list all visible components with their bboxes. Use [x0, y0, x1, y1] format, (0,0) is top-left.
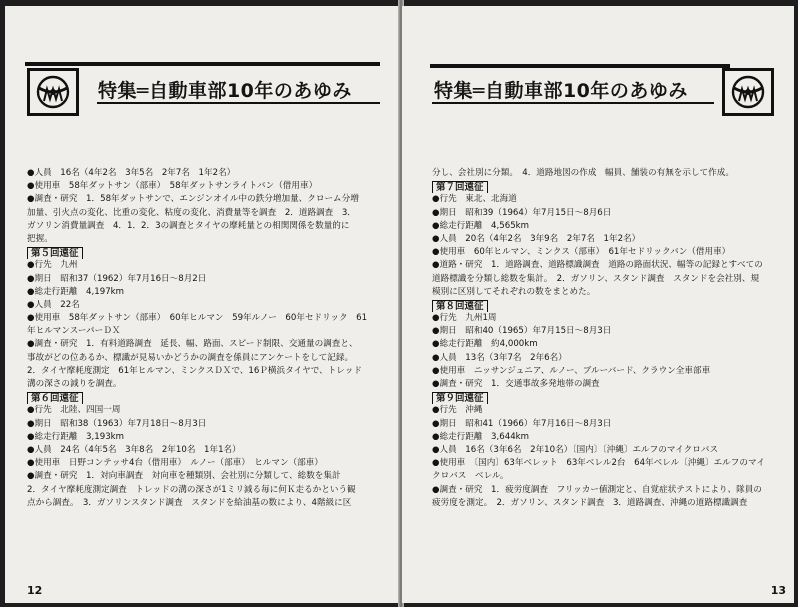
text-line: クロバス ベレル。: [432, 471, 509, 482]
top-rule: [25, 62, 380, 66]
page-number: 13: [770, 584, 786, 597]
text-line: 加量、引火点の変化、比重の変化、粘度の変化、消費量等を調査 2．道路調査 3．: [27, 207, 356, 218]
text-line: 点から調査。 3．ガソリンスタンド調査 スタンドを給油基の数により、4階級に区: [27, 497, 352, 508]
page-number: 12: [27, 584, 43, 597]
section-heading-trip-6: 第６回遠征: [27, 392, 83, 404]
text-line: ●総走行距離 3,644km: [432, 431, 530, 442]
text-line: ●期日 昭和38（1963）年7月18日～8月3日: [27, 418, 207, 429]
text-line: ●使用車 60年ヒルマン、ミンクス（部車） 61年セドリックバン（借用車）: [432, 247, 731, 258]
text-line: ●人員 24名（4年5名 3年8名 2年10名 1年1名）: [27, 444, 241, 455]
text-line: ●調査・研究 1．疲労度調査 フリッカー値測定と、自覚症状テストにより、隊員の: [432, 484, 762, 495]
text-line: ●人員 20名（4年2名 3年9名 2年7名 1年2名）: [432, 233, 641, 244]
heading-rule: [97, 102, 380, 104]
text-line: ●期日 昭和40（1965）年7月15日～8月3日: [432, 326, 612, 337]
text-line: 把握。: [27, 233, 53, 244]
text-line: ●総走行距離 4,197km: [27, 286, 125, 297]
text-line: ●道路・研究 1．道路調査、道路標識調査 道路の路面状況、幅等の記録とすべての: [432, 260, 763, 271]
text-line: ●使用車 ニッサンジュニア、ルノー、ブルーバード、クラウン全車部車: [432, 365, 711, 376]
section-heading-trip-7: 第７回遠征: [432, 181, 488, 193]
page-heading: 特集═自動車部10年のあゆみ: [98, 80, 352, 102]
text-line: 事故がどの位あるか、標識が見易いかどうかの調査を係員にアンケートをして記録。: [27, 352, 354, 363]
section-heading-trip-8: 第８回遠征: [432, 300, 488, 312]
text-line: 道路標識を分類し総数を集計。 2．ガソリン、スタンド調査 スタンドを会社別、規: [432, 273, 760, 284]
text-line: ●調査・研究 1．58年ダットサンで、エンジンオイル中の鉄分増加量、クローム分増: [27, 194, 359, 205]
text-line: ●期日 昭和41（1966）年7月16日～8月3日: [432, 418, 612, 429]
club-emblem-icon: [27, 68, 79, 116]
text-line: ●行先 北陸、四国一周: [27, 405, 121, 416]
text-line: ●行先 九州: [27, 260, 78, 271]
text-line: 溝の深さの減りを調査。: [27, 379, 122, 389]
text-line: 模別に区別してそれぞれの数をまとめた。: [432, 286, 596, 297]
club-emblem-icon: [722, 68, 774, 116]
text-line: ●使用車 58年ダットサン（部車） 58年ダットサンライトバン（借用車）: [27, 181, 318, 192]
text-line: ●使用車 〔国内〕63年ベレット 63年ベレル2台 64年ベレル〔沖縄〕エルフのマイ: [432, 458, 765, 469]
text-line: ●使用車 58年ダットサン（部車） 60年ヒルマン 59年ルノー 60年セドリック 61: [27, 313, 368, 324]
top-rule: [430, 64, 730, 68]
text-line: ●調査・研究 1．有料道路調査 延長、幅、路面、スピード制限、交通量の調査と、: [27, 339, 358, 350]
text-line: ●調査・研究 1．対向車調査 対向車を種類別、会社別に分類して、総数を集計: [27, 471, 341, 482]
text-line: ●調査・研究 1．交通事故多発地帯の調査: [432, 379, 600, 389]
page-heading: 特集═自動車部10年のあゆみ: [434, 80, 688, 102]
text-line: ●行先 九州1周: [432, 313, 497, 324]
heading-rule: [432, 102, 714, 104]
text-line: ●使用車 日野コンテッサ4台（借用車） ルノー（部車） ヒルマン（部車）: [27, 458, 323, 469]
text-line: 疲労度を測定。 2．ガソリン、スタンド調査 3．道路調査、沖縄の道路標識調査: [432, 497, 748, 508]
text-line: 2．タイヤ摩耗度測定 61年ヒルマン、ミンクスＤＸで、16Ｐ横浜タイヤで、トレッド: [27, 365, 362, 376]
left-body-text: [27, 167, 367, 510]
section-heading-trip-5: 第５回遠征: [27, 247, 83, 259]
text-line: ●総走行距離 約4,000km: [432, 339, 538, 350]
text-line: ガソリン消費量調査 4．1．2．3の調査とタイヤの摩耗量との相関関係を数量的に: [27, 220, 350, 231]
text-line: ●行先 東北、北海道: [432, 194, 517, 205]
text-line: ●行先 沖縄: [432, 405, 483, 416]
right-page: [402, 6, 794, 603]
text-line: ●総走行距離 3,193km: [27, 431, 125, 442]
right-body-text: [432, 167, 765, 510]
text-line: 年ヒルマンスーパーＤＸ: [27, 326, 121, 337]
text-line: ●人員 13名（3年7名 2年6名）: [432, 352, 567, 363]
left-page: [5, 6, 400, 603]
text-line: ●総走行距離 4,565km: [432, 220, 530, 231]
text-line: ●人員 16名（4年2名 3年5名 2年7名 1年2名）: [27, 168, 236, 178]
text-line: ●期日 昭和37（1962）年7月16日～8月2日: [27, 273, 207, 284]
text-line: 2．タイヤ摩耗度測定調査 トレッドの溝の深さが1ミリ減る毎に何Ｋ走るかという観: [27, 484, 356, 495]
text-line: ●人員 16名（3年6名 2年10名）〔国内〕〔沖縄〕エルフのマイクロバス: [432, 444, 719, 455]
text-line: 分し、会社別に分類。 4．道路地図の作成 幅員、舗装の有無を示して作成。: [432, 168, 734, 178]
text-line: ●人員 22名: [27, 299, 80, 310]
section-heading-trip-9: 第９回遠征: [432, 392, 488, 404]
text-line: ●期日 昭和39（1964）年7月15日～8月6日: [432, 207, 612, 218]
